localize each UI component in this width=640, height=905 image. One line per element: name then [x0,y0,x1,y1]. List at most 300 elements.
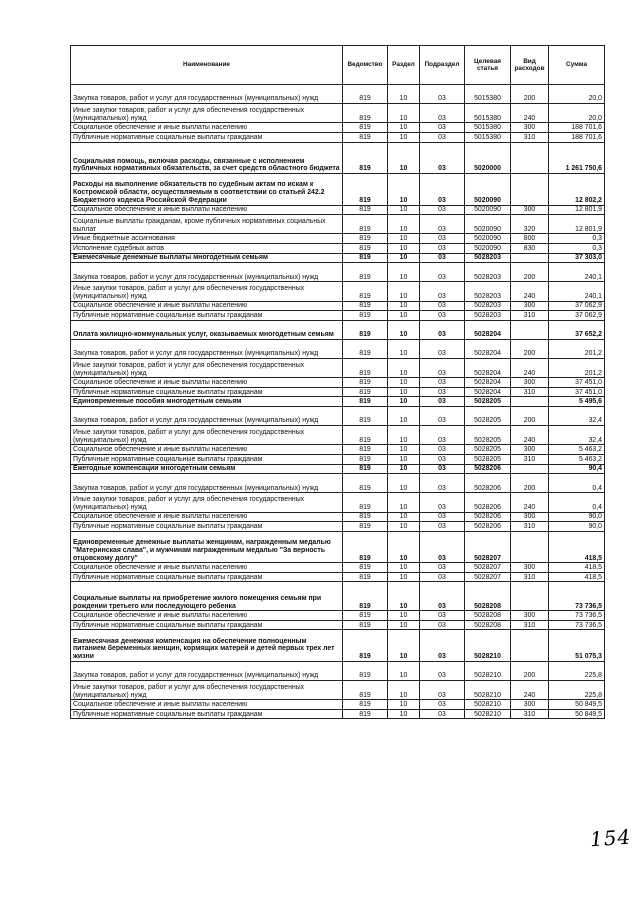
table-row [71,630,605,662]
row-department: 819 [343,397,388,407]
row-name: Иные закупки товаров, работ и услуг для обеспечения государственных (муниципальных) нужд [71,104,343,123]
row-name: Социальное обеспечение и иные выплаты населению [71,378,343,388]
header-amount: Сумма [549,46,605,85]
row-subsection: 03 [420,531,465,563]
row-department: 819 [343,339,388,358]
table-row [71,339,605,358]
row-target-article: 5028203 [465,301,511,311]
row-amount: 188 701,6 [549,123,605,133]
row-name: Социальные выплаты гражданам, кроме публичных нормативных социальных выплат [71,215,343,234]
row-department: 819 [343,681,388,700]
row-subsection: 03 [420,709,465,719]
row-expense-type: 300 [511,301,549,311]
row-target-article: 5028207 [465,572,511,582]
table-row [71,611,605,621]
row-amount: 0,3 [549,243,605,253]
row-expense-type: 240 [511,493,549,512]
row-target-article: 5028205 [465,407,511,426]
row-expense-type: 240 [511,426,549,445]
row-target-article: 5028210 [465,709,511,719]
row-name: Социальное обеспечение и иные выплаты населению [71,205,343,215]
row-target-article: 5028210 [465,630,511,662]
table-row [71,282,605,301]
header-name: Наименование [71,46,343,85]
row-name: Социальное обеспечение и иные выплаты населению [71,512,343,522]
row-section: 10 [388,572,420,582]
row-expense-type: 200 [511,85,549,104]
row-target-article: 5028204 [465,378,511,388]
row-name: Социальное обеспечение и иные выплаты населению [71,445,343,455]
row-target-article: 5028203 [465,311,511,321]
row-subsection: 03 [420,359,465,378]
row-department: 819 [343,611,388,621]
row-target-article: 5028208 [465,620,511,630]
row-subsection: 03 [420,123,465,133]
row-name: Иные закупки товаров, работ и услуг для обеспечения государственных (муниципальных) нужд [71,426,343,445]
row-name: Публичные нормативные социальные выплаты гражданам [71,572,343,582]
row-section: 10 [388,104,420,123]
row-amount: 5 463,2 [549,445,605,455]
row-target-article: 5028210 [465,661,511,680]
row-amount: 1 261 750,6 [549,142,605,174]
row-subsection: 03 [420,320,465,339]
table-row [71,445,605,455]
handwritten-page-number: 154 [589,824,632,852]
row-subsection: 03 [420,311,465,321]
row-subsection: 03 [420,243,465,253]
row-expense-type: 310 [511,455,549,465]
table-row [71,132,605,142]
row-section: 10 [388,234,420,244]
row-section: 10 [388,407,420,426]
header-subsection: Подраздел [420,46,465,85]
row-subsection: 03 [420,205,465,215]
table-row [71,397,605,407]
row-section: 10 [388,582,420,611]
row-expense-type: 300 [511,445,549,455]
row-target-article: 5015380 [465,123,511,133]
table-row [71,301,605,311]
row-name: Публичные нормативные социальные выплаты гражданам [71,620,343,630]
row-section: 10 [388,387,420,397]
row-department: 819 [343,464,388,474]
row-name: Исполнение судебных актов [71,243,343,253]
table-row [71,582,605,611]
row-department: 819 [343,234,388,244]
row-amount: 0,4 [549,474,605,493]
row-subsection: 03 [420,700,465,710]
table-row [71,464,605,474]
row-name: Закупка товаров, работ и услуг для государственных (муниципальных) нужд [71,339,343,358]
row-subsection: 03 [420,234,465,244]
row-section: 10 [388,243,420,253]
row-name: Ежегодные компенсации многодетным семьям [71,464,343,474]
row-department: 819 [343,572,388,582]
table-row [71,493,605,512]
row-department: 819 [343,142,388,174]
row-name: Публичные нормативные социальные выплаты гражданам [71,455,343,465]
row-amount: 37 652,2 [549,320,605,339]
row-target-article: 5028205 [465,426,511,445]
row-expense-type [511,464,549,474]
row-department: 819 [343,426,388,445]
row-name: Ежемесячная денежная компенсация на обеспечение полноценным питанием беременных женщин, кормящих матерей и детей первых трех лет жизни [71,630,343,662]
table-row [71,531,605,563]
row-name: Иные бюджетные ассигнования [71,234,343,244]
row-amount: 12 802,2 [549,174,605,206]
row-subsection: 03 [420,339,465,358]
row-expense-type: 310 [511,132,549,142]
row-target-article: 5020090 [465,215,511,234]
row-subsection: 03 [420,142,465,174]
row-department: 819 [343,85,388,104]
row-department: 819 [343,531,388,563]
row-expense-type [511,174,549,206]
row-section: 10 [388,681,420,700]
row-expense-type: 300 [511,611,549,621]
row-subsection: 03 [420,132,465,142]
row-expense-type [511,397,549,407]
row-department: 819 [343,243,388,253]
row-target-article: 5020090 [465,205,511,215]
row-target-article: 5028205 [465,445,511,455]
row-expense-type [511,253,549,263]
row-target-article: 5028210 [465,681,511,700]
row-amount: 0,3 [549,234,605,244]
table-row [71,263,605,282]
row-name: Публичные нормативные социальные выплаты гражданам [71,522,343,532]
row-amount: 32,4 [549,426,605,445]
row-expense-type: 240 [511,681,549,700]
row-target-article: 5028203 [465,282,511,301]
row-department: 819 [343,132,388,142]
table-row [71,85,605,104]
table-body [71,85,605,719]
row-name: Закупка товаров, работ и услуг для государственных (муниципальных) нужд [71,474,343,493]
row-expense-type [511,320,549,339]
row-amount: 32,4 [549,407,605,426]
row-section: 10 [388,339,420,358]
row-amount: 225,8 [549,661,605,680]
row-subsection: 03 [420,104,465,123]
row-subsection: 03 [420,282,465,301]
table-row [71,407,605,426]
row-department: 819 [343,512,388,522]
row-expense-type: 200 [511,339,549,358]
row-name: Социальное обеспечение и иные выплаты населению [71,700,343,710]
table-row [71,123,605,133]
header-row [71,46,605,85]
row-expense-type: 200 [511,474,549,493]
row-subsection: 03 [420,263,465,282]
row-name: Публичные нормативные социальные выплаты гражданам [71,132,343,142]
row-amount: 50 849,5 [549,709,605,719]
row-expense-type: 830 [511,243,549,253]
table-row [71,620,605,630]
row-expense-type: 310 [511,311,549,321]
row-amount: 240,1 [549,282,605,301]
table-row [71,359,605,378]
row-section: 10 [388,205,420,215]
row-amount: 201,2 [549,359,605,378]
row-amount: 37 451,0 [549,378,605,388]
row-subsection: 03 [420,464,465,474]
row-name: Закупка товаров, работ и услуг для государственных (муниципальных) нужд [71,407,343,426]
row-section: 10 [388,142,420,174]
row-amount: 37 451,0 [549,387,605,397]
row-subsection: 03 [420,681,465,700]
row-target-article: 5028208 [465,611,511,621]
row-name: Единовременные денежные выплаты женщинам, награжденным медалью "Материнская слава", и мужчинам награжденным медалью "За верность отцовскому долгу" [71,531,343,563]
row-section: 10 [388,563,420,573]
row-subsection: 03 [420,563,465,573]
table-row [71,243,605,253]
row-section: 10 [388,320,420,339]
row-name: Закупка товаров, работ и услуг для государственных (муниципальных) нужд [71,263,343,282]
row-expense-type: 300 [511,512,549,522]
row-subsection: 03 [420,174,465,206]
row-amount: 418,5 [549,563,605,573]
row-amount: 188 701,6 [549,132,605,142]
row-subsection: 03 [420,661,465,680]
row-target-article: 5028206 [465,522,511,532]
table-row [71,455,605,465]
row-amount: 73 736,5 [549,620,605,630]
row-name: Расходы на выполнение обязательств по судебным актам по искам к Костромской области, осуществляемым в соответствии со статьей 242.2 Бюджетного кодекса Российской Федерации [71,174,343,206]
table-row [71,709,605,719]
row-target-article: 5028203 [465,263,511,282]
row-section: 10 [388,661,420,680]
row-amount: 240,1 [549,263,605,282]
row-subsection: 03 [420,407,465,426]
row-section: 10 [388,174,420,206]
row-expense-type: 800 [511,234,549,244]
row-department: 819 [343,104,388,123]
row-expense-type: 300 [511,205,549,215]
row-name: Единовременные пособия многодетным семьям [71,397,343,407]
row-target-article: 5020090 [465,243,511,253]
row-amount: 5 463,2 [549,455,605,465]
row-amount: 20,0 [549,85,605,104]
row-section: 10 [388,378,420,388]
row-section: 10 [388,464,420,474]
row-amount: 418,5 [549,531,605,563]
row-expense-type: 300 [511,378,549,388]
table-row [71,426,605,445]
row-target-article: 5028206 [465,464,511,474]
row-section: 10 [388,301,420,311]
row-subsection: 03 [420,620,465,630]
row-expense-type: 310 [511,620,549,630]
row-section: 10 [388,132,420,142]
row-department: 819 [343,320,388,339]
row-name: Социальное обеспечение и иные выплаты населению [71,611,343,621]
row-amount: 5 495,6 [549,397,605,407]
row-name: Иные закупки товаров, работ и услуг для обеспечения государственных (муниципальных) нужд [71,681,343,700]
row-department: 819 [343,709,388,719]
table-row [71,512,605,522]
header-section: Раздел [388,46,420,85]
row-section: 10 [388,215,420,234]
row-target-article: 5028204 [465,359,511,378]
row-name: Ежемесячные денежные выплаты многодетным семьям [71,253,343,263]
row-target-article: 5028204 [465,320,511,339]
row-name: Социальная помощь, включая расходы, связанные с исполнением публичных нормативных обязательств, за счет средств областного бюджета [71,142,343,174]
row-amount: 201,2 [549,339,605,358]
row-target-article: 5028206 [465,474,511,493]
row-amount: 73 736,5 [549,611,605,621]
row-expense-type [511,582,549,611]
row-department: 819 [343,661,388,680]
row-department: 819 [343,620,388,630]
row-name: Закупка товаров, работ и услуг для государственных (муниципальных) нужд [71,85,343,104]
row-department: 819 [343,445,388,455]
row-expense-type: 300 [511,563,549,573]
row-target-article: 5028206 [465,493,511,512]
row-subsection: 03 [420,378,465,388]
row-expense-type: 300 [511,700,549,710]
row-expense-type: 310 [511,572,549,582]
row-subsection: 03 [420,253,465,263]
row-section: 10 [388,263,420,282]
row-section: 10 [388,445,420,455]
row-subsection: 03 [420,572,465,582]
table-row [71,104,605,123]
row-section: 10 [388,512,420,522]
table-row [71,253,605,263]
row-name: Социальные выплаты на приобретение жилого помещения семьям при рождении третьего или последующего ребенка [71,582,343,611]
row-amount: 0,4 [549,493,605,512]
row-expense-type [511,142,549,174]
row-target-article: 5020000 [465,142,511,174]
row-expense-type [511,630,549,662]
row-section: 10 [388,474,420,493]
row-amount: 37 303,0 [549,253,605,263]
row-department: 819 [343,387,388,397]
row-target-article: 5028210 [465,700,511,710]
row-department: 819 [343,522,388,532]
row-amount: 90,4 [549,464,605,474]
row-section: 10 [388,700,420,710]
row-section: 10 [388,397,420,407]
row-amount: 51 075,3 [549,630,605,662]
row-subsection: 03 [420,455,465,465]
row-expense-type: 240 [511,282,549,301]
table-row [71,142,605,174]
row-subsection: 03 [420,215,465,234]
budget-table [70,45,605,719]
row-amount: 12 801,9 [549,205,605,215]
row-department: 819 [343,301,388,311]
row-department: 819 [343,700,388,710]
row-name: Публичные нормативные социальные выплаты гражданам [71,387,343,397]
table-row [71,234,605,244]
row-department: 819 [343,253,388,263]
row-target-article: 5020090 [465,234,511,244]
row-target-article: 5028204 [465,387,511,397]
row-subsection: 03 [420,445,465,455]
row-name: Закупка товаров, работ и услуг для государственных (муниципальных) нужд [71,661,343,680]
row-target-article: 5028207 [465,563,511,573]
row-name: Публичные нормативные социальные выплаты гражданам [71,709,343,719]
header-department: Ведомство [343,46,388,85]
row-target-article: 5015380 [465,85,511,104]
row-department: 819 [343,378,388,388]
table-row [71,572,605,582]
row-section: 10 [388,522,420,532]
row-name: Публичные нормативные социальные выплаты гражданам [71,311,343,321]
row-department: 819 [343,215,388,234]
row-department: 819 [343,174,388,206]
row-department: 819 [343,282,388,301]
row-amount: 418,5 [549,572,605,582]
row-name: Иные закупки товаров, работ и услуг для обеспечения государственных (муниципальных) нужд [71,282,343,301]
row-subsection: 03 [420,426,465,445]
header-expense-type: Вид расходов [511,46,549,85]
row-amount: 50 849,5 [549,700,605,710]
row-expense-type: 310 [511,522,549,532]
row-name: Социальное обеспечение и иные выплаты населению [71,563,343,573]
row-department: 819 [343,263,388,282]
row-department: 819 [343,563,388,573]
row-section: 10 [388,620,420,630]
row-subsection: 03 [420,474,465,493]
row-section: 10 [388,85,420,104]
row-section: 10 [388,493,420,512]
row-amount: 225,8 [549,681,605,700]
row-department: 819 [343,123,388,133]
row-target-article: 5028206 [465,512,511,522]
row-section: 10 [388,455,420,465]
table-row [71,522,605,532]
row-target-article: 5015380 [465,132,511,142]
row-subsection: 03 [420,387,465,397]
row-section: 10 [388,253,420,263]
table-row [71,474,605,493]
row-amount: 73 736,5 [549,582,605,611]
row-subsection: 03 [420,582,465,611]
row-expense-type: 240 [511,359,549,378]
row-department: 819 [343,359,388,378]
row-section: 10 [388,123,420,133]
row-target-article: 5028208 [465,582,511,611]
row-expense-type: 240 [511,104,549,123]
table-row [71,311,605,321]
row-subsection: 03 [420,85,465,104]
row-amount: 12 801,9 [549,215,605,234]
row-name: Социальное обеспечение и иные выплаты населению [71,301,343,311]
table-row [71,387,605,397]
row-subsection: 03 [420,512,465,522]
row-target-article: 5028205 [465,397,511,407]
row-name: Иные закупки товаров, работ и услуг для обеспечения государственных (муниципальных) нужд [71,493,343,512]
row-name: Оплата жилищно-коммунальных услуг, оказываемых многодетным семьям [71,320,343,339]
table-row [71,320,605,339]
row-department: 819 [343,407,388,426]
row-section: 10 [388,282,420,301]
row-target-article: 5028207 [465,531,511,563]
row-department: 819 [343,311,388,321]
row-section: 10 [388,359,420,378]
row-amount: 90,0 [549,522,605,532]
row-subsection: 03 [420,630,465,662]
row-expense-type: 200 [511,661,549,680]
row-amount: 20,0 [549,104,605,123]
row-target-article: 5015380 [465,104,511,123]
table-row [71,205,605,215]
row-section: 10 [388,611,420,621]
row-subsection: 03 [420,397,465,407]
